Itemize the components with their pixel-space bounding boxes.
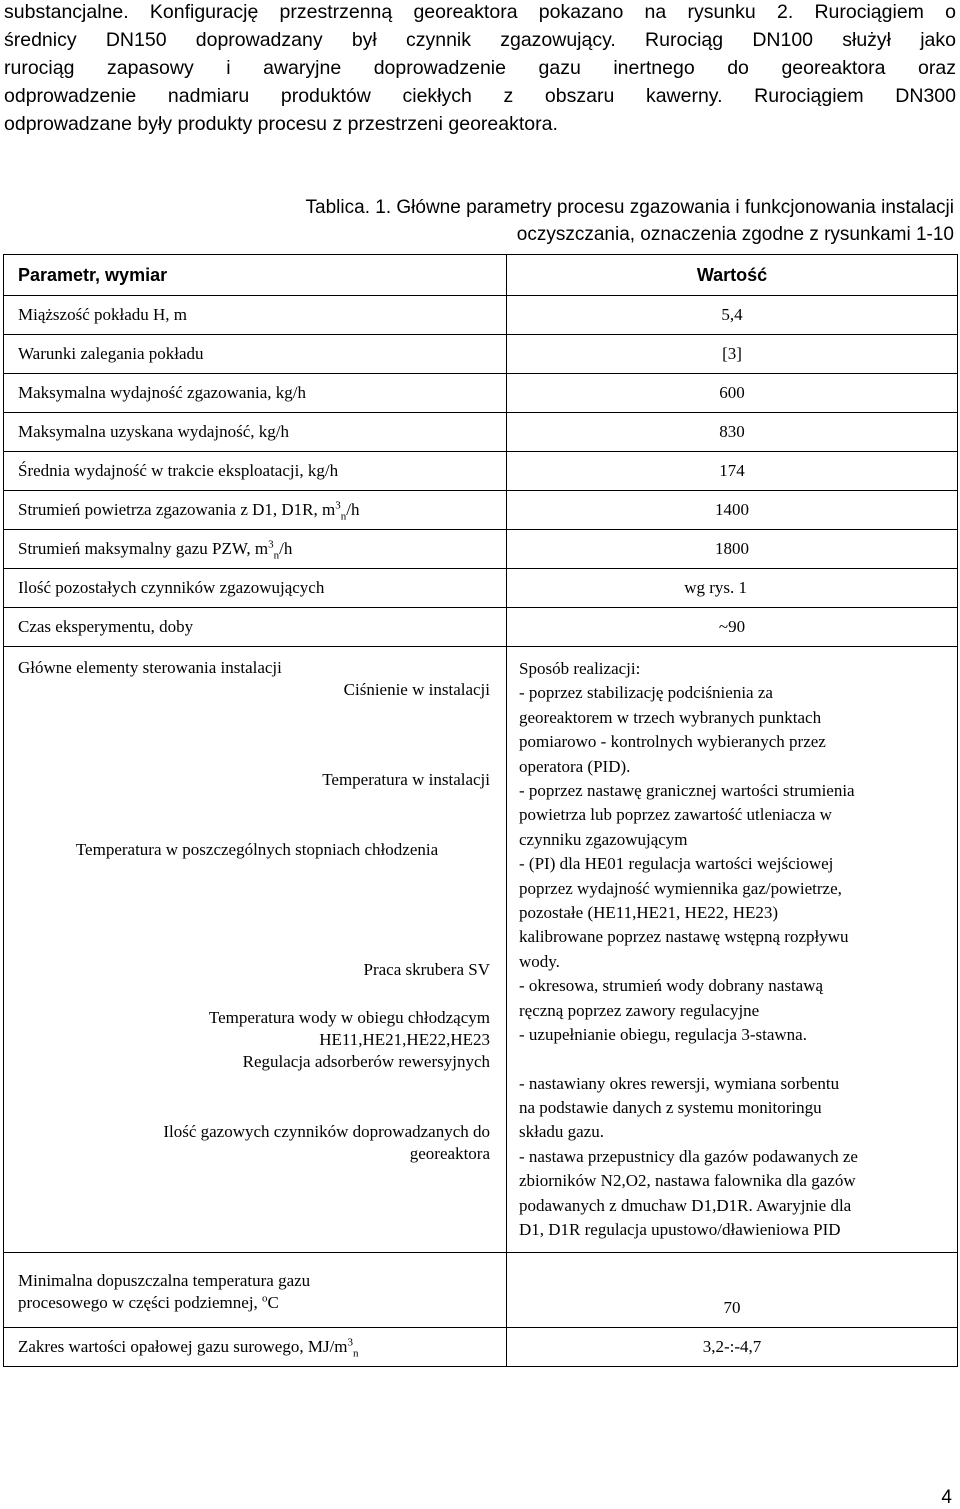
table-row (4, 335, 958, 374)
method-line: - okresowa, strumień wody dobrany nastawą (519, 976, 824, 996)
intro-line: odprowadzenie nadmiaru produktów ciekłych z obszaru kawerny. Rurociągiem DN300 (4, 85, 956, 107)
param-cell (4, 491, 507, 530)
param-cell: Miąższość pokładu H, m (4, 296, 507, 335)
table-row (4, 530, 958, 569)
value-cell: 600 (507, 374, 958, 413)
method-line: pomiarowo - kontrolnych wybieranych przez (519, 732, 826, 752)
method-line: D1, D1R regulacja upustowo/dławieniowa PID (519, 1219, 841, 1239)
parameters-table (3, 254, 958, 1367)
table-row (4, 1253, 958, 1328)
param-cell: Maksymalna uzyskana wydajność, kg/h (4, 413, 507, 452)
table-row (4, 374, 958, 413)
method-line: kalibrowane poprzez nastawę wstępną rozpływu (519, 927, 849, 947)
method-line: georeaktorem w trzech wybranych punktach (519, 707, 822, 727)
param-cell (4, 1328, 507, 1367)
value-cell: 830 (507, 413, 958, 452)
unit-suffix: C (267, 1293, 279, 1313)
control-row (4, 647, 958, 1253)
control-heading: Główne elementy sterowania instalacji (18, 658, 282, 677)
control-item: HE11,HE21,HE22,HE23 (319, 1030, 490, 1049)
param-line: Minimalna dopuszczalna temperatura gazu (18, 1271, 311, 1291)
value-cell: 1400 (507, 491, 958, 530)
control-item: Ilość gazowych czynników doprowadzanych do (163, 1122, 490, 1141)
value-cell: wg rys. 1 (507, 569, 958, 608)
degree-sup: o (262, 1292, 268, 1305)
control-item: Temperatura wody w obiegu chłodzącym (208, 1008, 490, 1027)
intro-line: odprowadzane były produkty procesu z przestrzeni georeaktora. (4, 113, 558, 135)
method-line: - nastawiany okres rewersji, wymiana sorbentu (519, 1073, 840, 1093)
table-row (4, 608, 958, 647)
method-line: poprzez wydajność wymiennika gaz/powietrze, (519, 878, 842, 898)
param-cell: Warunki zalegania pokładu (4, 335, 507, 374)
method-line: na podstawie danych z systemu monitoringu (519, 1097, 822, 1117)
intro-line: substancjalne. Konfigurację przestrzenną georeaktora pokazano na rysunku 2. Rurociągiem o (4, 1, 956, 23)
method-line: wody. (519, 951, 560, 971)
table-row (4, 569, 958, 608)
unit-suffix: /h (346, 500, 360, 519)
table-header-row (4, 255, 958, 296)
control-item: Praca skrubera SV (363, 960, 490, 979)
param-text: Strumień maksymalny gazu PZW, m (18, 539, 269, 558)
method-line: składu gazu. (519, 1122, 604, 1142)
value-cell: ~90 (507, 608, 958, 647)
param-cell: Czas eksperymentu, doby (4, 608, 507, 647)
param-cell: Średnia wydajność w trakcie eksploatacji, kg/h (4, 452, 507, 491)
caption-line: oczyszczania, oznaczenia zgodne z rysunkami 1-10 (516, 224, 954, 245)
intro-line: rurociąg zapasowy i awaryjne doprowadzenie gazu inertnego do georeaktora oraz (4, 57, 956, 79)
control-item: Temperatura w instalacji (322, 770, 490, 789)
param-text: Strumień powietrza zgazowania z D1, D1R, m (18, 500, 336, 519)
unit-sub: n (273, 549, 280, 562)
method-line: - poprzez nastawę granicznej wartości strumienia (519, 781, 855, 801)
method-line: operatora (PID). (519, 756, 631, 776)
header-value: Wartość (507, 255, 958, 296)
method-line: - poprzez stabilizację podciśnienia za (519, 683, 773, 703)
table-row (4, 452, 958, 491)
param-cell: Maksymalna wydajność zgazowania, kg/h (4, 374, 507, 413)
unit-sub: n (353, 1347, 359, 1360)
value-cell: 1800 (507, 530, 958, 569)
param-text: procesowego w części podziemnej, (18, 1293, 263, 1313)
method-line: czynniku zgazowującym (519, 829, 688, 849)
param-cell: Ilość pozostałych czynników zgazowujących (4, 569, 507, 608)
page-number: 4 (941, 1487, 952, 1508)
control-item: Temperatura w poszczególnych stopniach chłodzenia (75, 840, 439, 859)
method-line: ręczną poprzez zawory regulacyjne (519, 1000, 760, 1020)
method-line: Sposób realizacji: (519, 659, 641, 678)
control-method-cell (507, 647, 958, 1253)
value-cell: 3,2-:-4,7 (507, 1328, 958, 1367)
caption-line: Tablica. 1. Główne parametry procesu zgazowania i funkcjonowania instalacji (305, 197, 954, 218)
param-line (18, 1292, 506, 1314)
control-item: Regulacja adsorberów rewersyjnych (242, 1052, 490, 1071)
param-cell (4, 1253, 507, 1328)
unit-sup: 3 (335, 499, 341, 512)
value-cell: 5,4 (507, 296, 958, 335)
unit-sup: 3 (347, 1336, 354, 1349)
table-row (4, 1328, 958, 1367)
method-line: zbiorników N2,O2, nastawa falownika dla gazów (519, 1171, 856, 1191)
value-cell: 70 (507, 1253, 958, 1328)
method-line: - (PI) dla HE01 regulacja wartości wejściowej (519, 854, 834, 874)
unit-sup: 3 (268, 538, 274, 551)
method-line: - nastawa przepustnicy dla gazów podawanych ze (519, 1146, 858, 1166)
intro-paragraph (4, 0, 956, 138)
method-line: pozostałe (HE11,HE21, HE22, HE23) (519, 903, 779, 923)
method-line: powietrza lub poprzez zawartość utleniacza w (519, 805, 832, 825)
table-row (4, 491, 958, 530)
param-cell (4, 530, 507, 569)
param-text: Zakres wartości opałowej gazu surowego, MJ/m (18, 1337, 348, 1357)
table-row (4, 296, 958, 335)
method-line: podawanych z dmuchaw D1,D1R. Awaryjnie dla (519, 1195, 852, 1215)
value-cell: 174 (507, 452, 958, 491)
unit-sub: n (340, 510, 347, 523)
intro-line: średnicy DN150 doprowadzany był czynnik zgazowujący. Rurociąg DN100 służył jako (4, 29, 956, 51)
method-line: - uzupełnianie obiegu, regulacja 3-stawna. (519, 1025, 807, 1045)
control-item: Ciśnienie w instalacji (343, 680, 490, 699)
control-item: georeaktora (409, 1144, 490, 1163)
unit-suffix: /h (279, 539, 293, 558)
table-caption (306, 194, 954, 248)
value-cell: [3] (507, 335, 958, 374)
table-row (4, 413, 958, 452)
header-param: Parametr, wymiar (4, 255, 507, 296)
control-elements-cell (4, 647, 507, 1253)
